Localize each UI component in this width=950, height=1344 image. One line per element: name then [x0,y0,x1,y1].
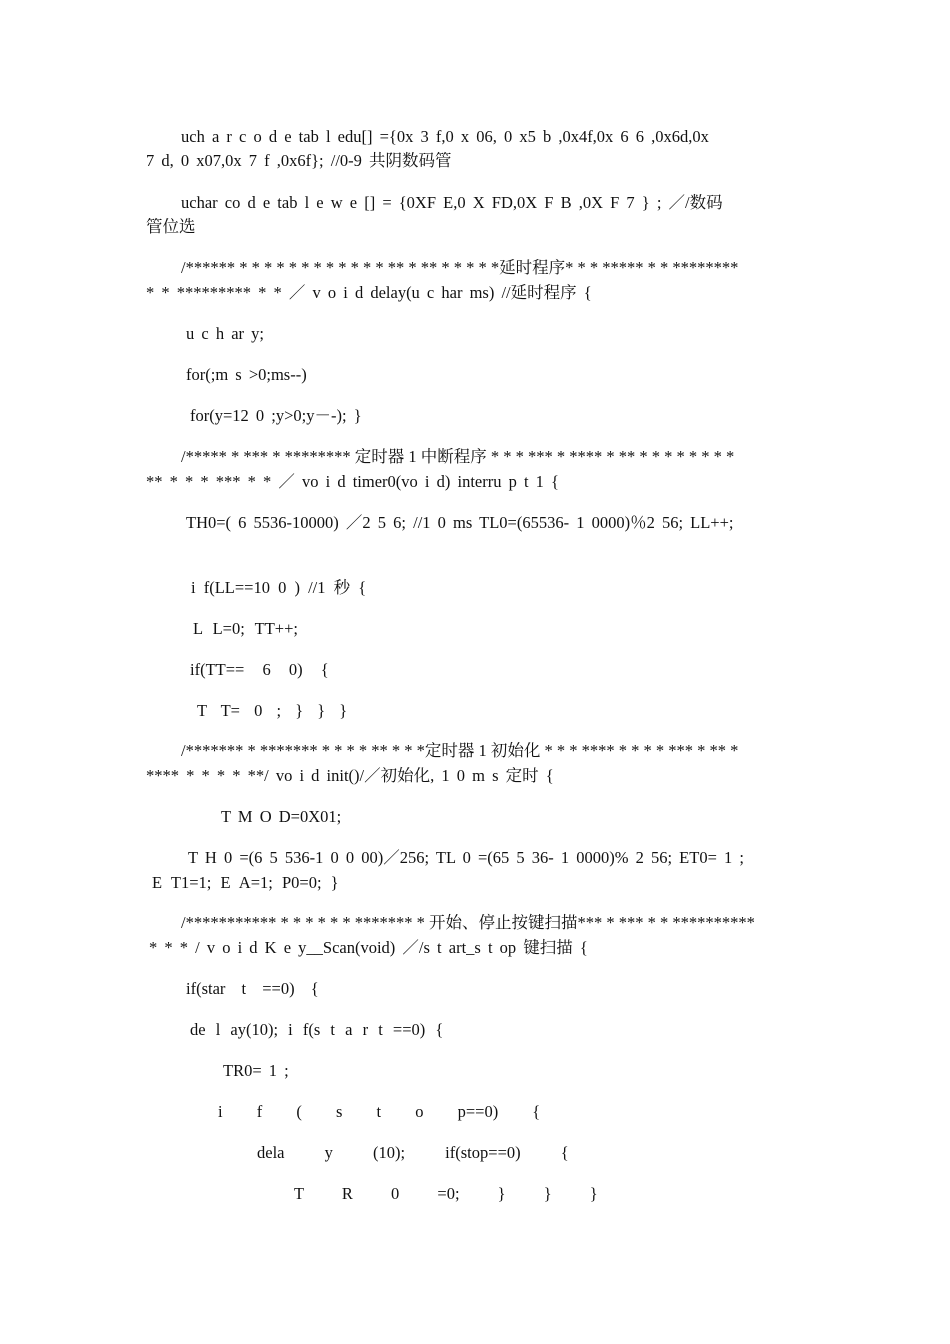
code-line-26: TR0= 1 ; [223,1061,289,1080]
code-line-12: TH0=( 6 5536-10000) ／2 5 6; //1 0 ms TL0=(65536- 1 0000)％2 56; LL++; [186,513,734,532]
code-line-11: ** * * * *** * * ／ vo i d timer0(vo i d) interru p t 1 { [146,472,559,491]
code-line-3: uchar co d e tab l e w e [] = {0XF E,0 X FD,0X F B ,0X F 7 } ; ／/数码 [181,193,723,212]
code-line-28: dela y (10); if(stop==0) { [257,1143,569,1162]
code-line-23: * * * / v o i d K e y__Scan(void) ／/s t art_s t op 键扫描 { [149,938,588,957]
code-line-22: /*********** * * * * * * ******* * 开始、停止按键扫描*** * *** * * ********** [181,913,755,932]
code-line-13: i f(LL==10 0 ) //1 秒 { [191,578,367,597]
code-line-10: /***** * *** * ******** 定时器 1 中断程序 * * * *** * **** * ** * * * * * * * * [181,447,735,466]
code-line-24: if(star t ==0) { [186,979,319,998]
code-line-14: L L=0; TT++; [193,619,298,638]
code-line-9: for(y=12 0 ;y>0;y－-); } [190,406,362,425]
code-line-7: u c h ar y; [186,324,264,343]
code-line-21: E T1=1; E A=1; P0=0; } [152,873,339,892]
code-line-17: /******* * ******* * * * * ** * * *定时器 1 初始化 * * * **** * * * * *** * ** * [181,741,739,760]
code-line-4: 管位选 [146,217,196,236]
code-line-27: i f ( s t o p==0) { [218,1102,541,1121]
code-line-5: /****** * * * * * * * * * * * * ** * ** * * * * *延时程序* * * ***** * * ******** [181,258,739,277]
code-line-25: de l ay(10); i f(s t a r t ==0) { [190,1020,444,1039]
code-line-6: * * ********* * * ／ v o i d delay(u c har ms) //延时程序 { [146,283,592,302]
code-line-18: **** * * * * **/ vo i d init()/／初始化, 1 0 m s 定时 { [146,766,554,785]
code-line-16: T T= 0 ; } } } [197,701,348,720]
code-line-29: T R 0 =0; } } } [294,1184,598,1203]
code-line-2: 7 d, 0 x07,0x 7 f ,0x6f}; //0-9 共阴数码管 [146,151,452,170]
code-line-20: T H 0 =(6 5 536-1 0 0 00)／256; TL 0 =(65 5 36- 1 0000)% 2 56; ET0= 1 ; [188,848,744,867]
code-line-8: for(;m s >0;ms--) [186,365,307,384]
code-line-15: if(TT== 6 0) { [190,660,329,679]
code-line-19: T M O D=0X01; [221,807,342,826]
code-line-1: uch a r c o d e tab l edu[] ={0x 3 f,0 x 06, 0 x5 b ,0x4f,0x 6 6 ,0x6d,0x [181,127,709,146]
